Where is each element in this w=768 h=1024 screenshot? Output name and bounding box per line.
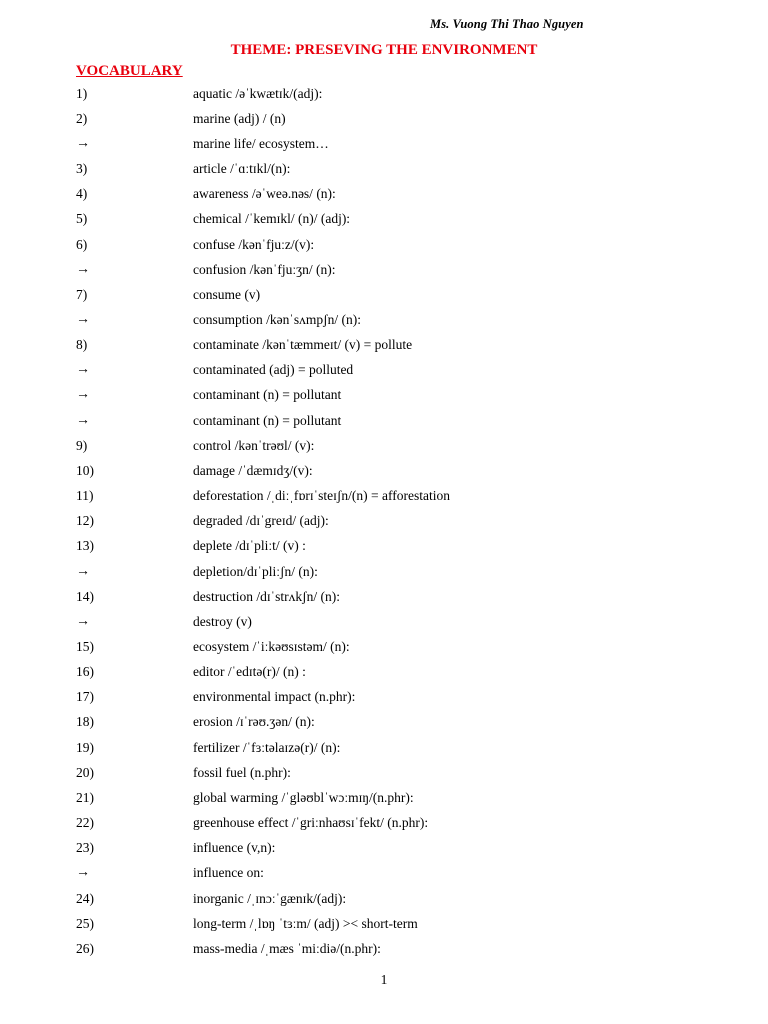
- entry-text: consume (v): [193, 286, 261, 302]
- vocabulary-entry: [0, 584, 768, 609]
- page-number: 1: [380, 972, 388, 987]
- vocabulary-entry: [0, 433, 768, 458]
- section-heading-vocabulary: VOCABULARY: [76, 63, 183, 79]
- author-name: Ms. Vuong Thi Thao Nguyen: [430, 17, 584, 31]
- page-title: THEME: PRESEVING THE ENVIRONMENT: [230, 42, 538, 58]
- vocabulary-entry: [0, 811, 768, 836]
- vocabulary-entry: [0, 785, 768, 810]
- entry-number: 3): [76, 161, 88, 177]
- entry-number: 4): [76, 186, 88, 202]
- entry-text: confusion /kənˈfjuːʒn/ (n):: [193, 261, 336, 277]
- vocabulary-entry: [0, 509, 768, 534]
- vocabulary-entry: [0, 609, 768, 634]
- vocabulary-entry: [0, 106, 768, 131]
- entry-number: 19): [76, 739, 94, 755]
- entry-text: editor /ˈedɪtə(r)/ (n) :: [193, 664, 306, 680]
- vocabulary-entry: [0, 182, 768, 207]
- entry-text: long-term /ˌlɒŋ ˈtɜːm/ (adj) >< short-term: [193, 915, 418, 931]
- entry-text: contaminant (n) = pollutant: [193, 412, 342, 428]
- arrow-marker: →: [76, 387, 90, 403]
- vocabulary-entry: [0, 735, 768, 760]
- entry-text: control /kənˈtrəʊl/ (v):: [193, 437, 315, 453]
- entry-text: environmental impact (n.phr):: [193, 689, 356, 705]
- arrow-marker: →: [76, 563, 90, 579]
- entry-number: 14): [76, 588, 94, 604]
- vocabulary-entry: [0, 81, 768, 106]
- entry-number: 11): [76, 488, 94, 504]
- vocabulary-entry: [0, 685, 768, 710]
- vocabulary-entry: [0, 760, 768, 785]
- entry-text: destroy (v): [193, 613, 252, 629]
- entry-text: inorganic /ˌɪnɔːˈgænɪk/(adj):: [193, 890, 347, 906]
- entry-text: aquatic /əˈkwætɪk/(adj):: [193, 85, 323, 101]
- vocabulary-entry: [0, 333, 768, 358]
- entry-number: 26): [76, 940, 94, 956]
- entry-number: 5): [76, 211, 88, 227]
- entry-number: 12): [76, 513, 94, 529]
- entry-text: degraded /dɪˈgreɪd/ (adj):: [193, 513, 329, 529]
- entry-number: 22): [76, 815, 94, 831]
- entry-number: 10): [76, 462, 94, 478]
- entry-number: 17): [76, 689, 94, 705]
- entry-number: 2): [76, 110, 88, 126]
- vocabulary-entry: [0, 836, 768, 861]
- arrow-marker: →: [76, 362, 90, 378]
- entry-text: influence on:: [193, 865, 264, 881]
- vocabulary-entry: [0, 634, 768, 659]
- entry-text: contaminant (n) = pollutant: [193, 387, 342, 403]
- vocabulary-entry: [0, 156, 768, 181]
- entry-number: 21): [76, 789, 94, 805]
- entry-text: contaminate /kənˈtæmmeɪt/ (v) = pollute: [193, 337, 413, 353]
- entry-text: damage /ˈdæmɪdʒ/(v):: [193, 462, 313, 478]
- vocabulary-entry: [0, 458, 768, 483]
- vocabulary-entry: [0, 861, 768, 886]
- entry-number: 8): [76, 337, 88, 353]
- entry-number: 24): [76, 890, 94, 906]
- entry-text: consumption /kənˈsʌmpʃn/ (n):: [193, 311, 361, 327]
- entry-text: erosion /ɪˈrəʊ.ʒən/ (n):: [193, 714, 315, 730]
- arrow-marker: →: [76, 311, 90, 327]
- entry-number: 20): [76, 764, 94, 780]
- vocabulary-entry: [0, 232, 768, 257]
- entry-number: 13): [76, 538, 94, 554]
- vocabulary-entry: [0, 911, 768, 936]
- vocabulary-entry: [0, 936, 768, 961]
- entry-text: fertilizer /ˈfɜːtəlaɪzə(r)/ (n):: [193, 739, 341, 755]
- vocabulary-entry: [0, 383, 768, 408]
- arrow-marker: →: [76, 135, 90, 151]
- entry-text: confuse /kənˈfjuːz/(v):: [193, 236, 315, 252]
- entry-text: destruction /dɪˈstrʌkʃn/ (n):: [193, 588, 340, 604]
- entry-text: chemical /ˈkemɪkl/ (n)/ (adj):: [193, 211, 351, 227]
- vocabulary-entry: [0, 307, 768, 332]
- vocabulary-entry: [0, 131, 768, 156]
- entry-number: 16): [76, 664, 94, 680]
- entry-text: depletion/dɪˈpliːʃn/ (n):: [193, 563, 318, 579]
- entry-text: article /ˈɑːtɪkl/(n):: [193, 161, 291, 177]
- vocabulary-entry: [0, 282, 768, 307]
- entry-number: 18): [76, 714, 94, 730]
- entry-text: marine life/ ecosystem…: [193, 135, 329, 151]
- vocabulary-entry: [0, 257, 768, 282]
- entry-text: influence (v,n):: [193, 840, 276, 856]
- entry-number: 1): [76, 85, 88, 101]
- entry-text: deplete /dɪˈpliːt/ (v) :: [193, 538, 306, 554]
- entry-number: 25): [76, 915, 94, 931]
- entry-number: 6): [76, 236, 88, 252]
- vocabulary-entry: [0, 484, 768, 509]
- vocabulary-entry: [0, 660, 768, 685]
- vocabulary-list: [0, 81, 768, 961]
- vocabulary-entry: [0, 559, 768, 584]
- entry-number: 23): [76, 840, 94, 856]
- vocabulary-entry: [0, 886, 768, 911]
- arrow-marker: →: [76, 613, 90, 629]
- entry-number: 15): [76, 639, 94, 655]
- entry-text: greenhouse effect /ˈgriːnhaʊsɪˈfekt/ (n.phr):: [193, 815, 429, 831]
- arrow-marker: →: [76, 412, 90, 428]
- vocabulary-entry: [0, 358, 768, 383]
- vocabulary-entry: [0, 207, 768, 232]
- vocabulary-entry: [0, 534, 768, 559]
- entry-number: 7): [76, 286, 88, 302]
- vocabulary-entry: [0, 408, 768, 433]
- entry-text: global warming /ˈgləʊblˈwɔːmɪŋ/(n.phr):: [193, 789, 414, 805]
- entry-text: deforestation /ˌdiːˌfɒrɪˈsteɪʃn/(n) = afforestation: [193, 488, 450, 504]
- entry-number: 9): [76, 437, 88, 453]
- entry-text: awareness /əˈweə.nəs/ (n):: [193, 186, 336, 202]
- entry-text: contaminated (adj) = polluted: [193, 362, 354, 378]
- arrow-marker: →: [76, 865, 90, 881]
- entry-text: mass-media /ˌmæs ˈmiːdiə/(n.phr):: [193, 940, 381, 956]
- arrow-marker: →: [76, 261, 90, 277]
- entry-text: ecosystem /ˈiːkəʊsɪstəm/ (n):: [193, 639, 350, 655]
- entry-text: fossil fuel (n.phr):: [193, 764, 291, 780]
- entry-text: marine (adj) / (n): [193, 110, 286, 126]
- vocabulary-entry: [0, 710, 768, 735]
